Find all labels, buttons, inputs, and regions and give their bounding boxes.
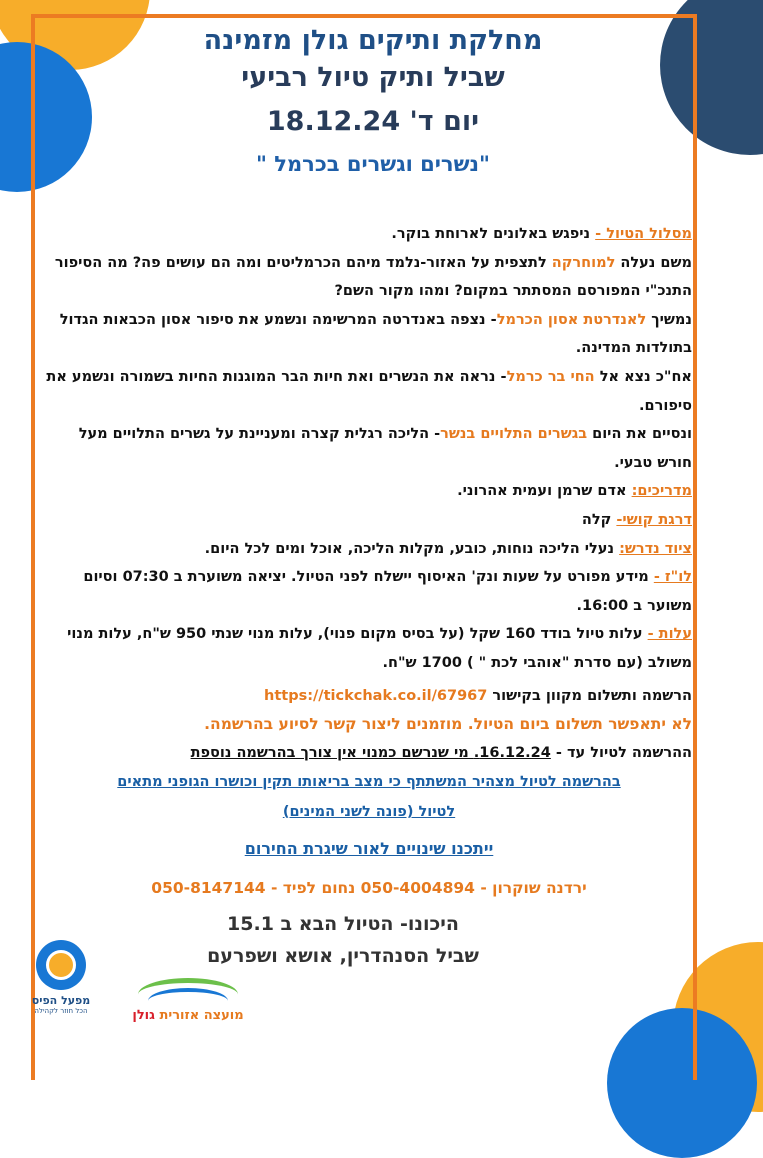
route-bridges: בגשרים התלויים בנשר (440, 426, 588, 443)
registration-link[interactable]: https://tickchak.co.il/67967 (264, 687, 488, 704)
trip-details (40, 220, 706, 902)
next-trip (40, 908, 706, 972)
schedule-line (46, 563, 692, 620)
route-line-4 (46, 363, 692, 420)
mifal-hapais-emblem-icon (36, 940, 86, 990)
costs-value: עלות טיול בודד 160 שקל (על בסיס מקום פנוי), עלות מנוי שנתי 950 ש"ח, עלות מנוי משולב (עם סדרת "אוהבי לכת " ) 1700 ש"ח. (67, 626, 692, 671)
difficulty-value: קלה (581, 511, 617, 528)
route-line-2 (46, 249, 692, 306)
route-line-3 (46, 306, 692, 363)
registration-text: הרשמה ותשלום מקוון בקישור (487, 687, 692, 704)
route-text-4a: אח"כ נצא אל (594, 368, 692, 385)
route-line-1 (46, 220, 692, 249)
flyer-content (40, 18, 706, 1078)
route-text-3a: נמשיך (646, 311, 692, 328)
route-line-5 (46, 420, 692, 477)
health-declaration-line-1: בהרשמה לטיול מצהיר המשתתף כי מצב בריאותו תקין וכושרו הגופני מתאים (117, 774, 621, 791)
guides-line (46, 477, 692, 506)
registration-line (46, 682, 692, 711)
deadline-line (46, 739, 692, 768)
title-trip-name: "נשרים וגשרים בכרמל " (256, 152, 490, 176)
route-text-2b: לתצפית על האזור-נלמד מיהם הכרמליטים ומה הם עושים פה? מה הסיפור התנכ"י המפורסם המסתתר במקום? ומהו מקור השם? (54, 254, 692, 300)
equipment-line (46, 535, 692, 564)
route-text-5b: - הליכה רגלית קצרה ומעניינת על גשרים התלויים מעל חורש טבעי. (78, 426, 692, 471)
mifal-hapais-subtitle: הכל חוזר לקהילה (34, 1007, 88, 1015)
route-memorial: לאנדרטת אסון הכרמל (496, 311, 647, 328)
golan-council-label: מועצה אזורית (159, 1008, 244, 1023)
guides-label: מדריכים: (631, 483, 692, 500)
health-declaration-line-2: לטיול (פונה לשני המינים) (282, 804, 456, 821)
route-mukhraka: למוחרקה (551, 254, 616, 271)
route-text-1: ניפגש באלונים לארוחת בוקר. (391, 226, 596, 242)
title-trail: שביל ותיק טיול רביעי (241, 62, 505, 93)
schedule-value: מידע מפורט על שעות ונק' האיסוף יישלח לפני הטיול. יציאה משוערת ב 07:30 וסיום משוער ב 16:00. (83, 569, 692, 614)
route-text-3b: - נצפה באנדרטה המרשימה ונשמע את סיפור אסון הכבאות הגדול בתולדות המדינה. (59, 311, 692, 357)
schedule-label: לו"ז - (653, 569, 692, 586)
equipment-label: ציוד נדרש: (619, 540, 692, 557)
costs-label: עלות - (647, 626, 692, 643)
route-label: מסלול הטיול - (595, 226, 692, 242)
title-date: יום ד' 18.12.24 (266, 106, 480, 137)
deadline-note: מי שנרשם כמנוי אין צורך בהרשמה נוספת (190, 744, 474, 761)
mifal-hapais-title: מפעל הפיס (31, 994, 91, 1007)
equipment-value: נעלי הליכה נוחות, כובע, מקלות הליכה, אוכל ומים לכל היום. (204, 540, 620, 557)
next-trip-date: היכונו- הטיול הבא ב 15.1 (227, 913, 459, 936)
contact-phones: ירדנה שוקרון - 050-4004894 נחום לפיד - 050-8147144 (151, 878, 587, 897)
next-trip-name: שביל הסנהדרין, אושא ושפרעם (207, 945, 479, 968)
deadline-prefix: ההרשמה לטיול עד - (550, 744, 692, 761)
golan-council-text (108, 1008, 268, 1023)
difficulty-label: דרגת קושי- (616, 511, 692, 528)
mifal-hapais-logo (26, 940, 96, 1030)
golan-name: גולן (132, 1008, 155, 1023)
no-payment-line: לא יתאפשר תשלום ביום הטיול. מוזמנים ליצור קשר לסיוע בהרשמה. (204, 715, 692, 734)
route-text-2a: משם נעלה (615, 254, 692, 271)
golan-council-logo (108, 978, 268, 1032)
route-text-5a: ונסיים את היום (587, 426, 692, 443)
difficulty-line (46, 506, 692, 535)
deadline-date: 16.12.24. (473, 744, 551, 761)
route-text-4b: - נראה את הנשרים ואת חיות הבר המוגנות החיות בשמורה ונשמע את סיפורם. (46, 368, 692, 414)
title-department: מחלקת ותיקים גולן מזמינה (203, 25, 543, 56)
costs-line (46, 620, 692, 677)
emergency-changes-note: ייתכנו שינויים לאור שיגרת החירום (244, 839, 494, 859)
route-haibar: החי בר כרמל (506, 368, 595, 385)
guides-value: אדם שרמן ועמית אהרוני. (457, 483, 632, 500)
